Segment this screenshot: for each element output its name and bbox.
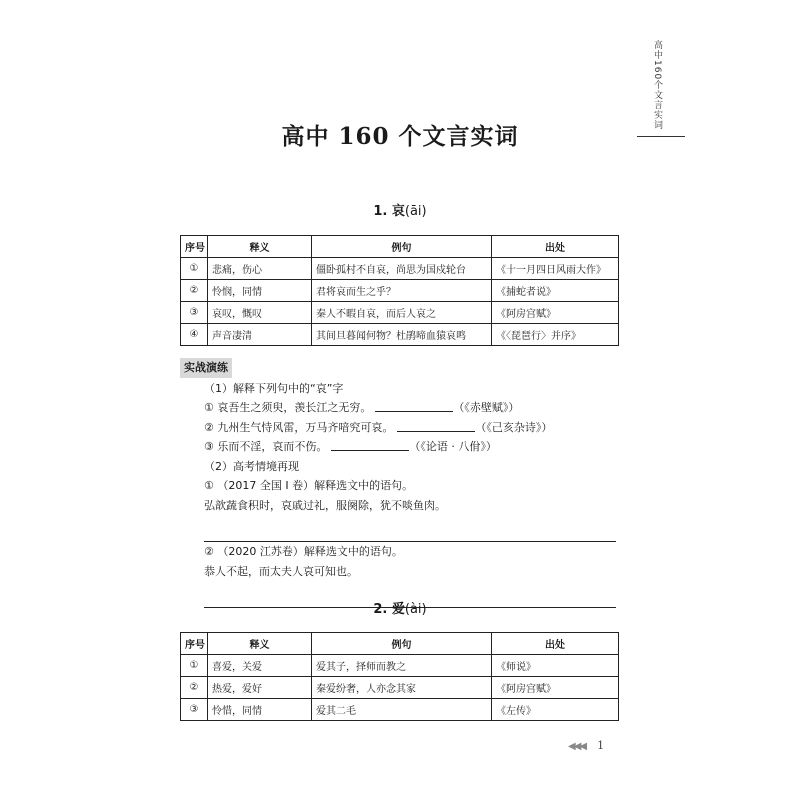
- row-source: 《〈琵琶行〉并序》: [492, 324, 619, 346]
- question-1-item-2: [180, 418, 620, 438]
- row-meaning: 哀叹，慨叹: [208, 302, 312, 324]
- row-example: 僵卧孤村不自哀，尚思为国戍轮台: [312, 258, 492, 280]
- row-source: 《捕蛇者说》: [492, 280, 619, 302]
- row-example: 君将哀而生之乎？: [312, 280, 492, 302]
- answer-blank[interactable]: [375, 399, 453, 412]
- table-row: [181, 302, 619, 324]
- row-source: 《左传》: [492, 699, 619, 721]
- row-example: 秦爱纷奢，人亦念其家: [312, 677, 492, 699]
- practice-section: [180, 358, 620, 608]
- row-number: ②: [181, 677, 208, 699]
- row-example: 其间旦暮闻何物？杜鹃啼血猿哀鸣: [312, 324, 492, 346]
- header-example: 例句: [312, 633, 492, 655]
- header-meaning: 释义: [208, 236, 312, 258]
- item-source: （《己亥杂诗》）: [475, 420, 553, 434]
- side-tab-label: 高中160个文言实词: [652, 40, 662, 131]
- row-number: ④: [181, 324, 208, 346]
- table-row: [181, 677, 619, 699]
- table-header-row: [181, 633, 619, 655]
- question-1-item-3: [180, 437, 620, 457]
- header-index: 序号: [181, 236, 208, 258]
- row-number: ③: [181, 699, 208, 721]
- header-source: 出处: [492, 633, 619, 655]
- sub-question-1-prompt: ① （2017 全国 Ⅰ 卷）解释选文中的语句。: [204, 479, 414, 492]
- section-1-heading: [0, 200, 800, 219]
- question-1-item-1: [180, 398, 620, 418]
- section-2-heading: [0, 598, 800, 617]
- row-meaning: 怜悯，同情: [208, 280, 312, 302]
- section-1-word: 1. 哀: [373, 204, 405, 219]
- question-2-prompt: （2）高考情境再现: [204, 459, 299, 473]
- table-header-row: [181, 236, 619, 258]
- answer-blank[interactable]: [397, 419, 475, 432]
- answer-line[interactable]: [204, 515, 616, 542]
- page-title: 高中 160 个文言实词: [281, 123, 519, 150]
- table-row: [181, 699, 619, 721]
- header-meaning: 释义: [208, 633, 312, 655]
- row-meaning: 喜爱，关爱: [208, 655, 312, 677]
- page-number: 1: [597, 739, 605, 752]
- section-1-pinyin: (āi): [404, 204, 427, 219]
- table-row: [181, 324, 619, 346]
- row-meaning: 声音凄清: [208, 324, 312, 346]
- item-text: ③ 乐而不淫，哀而不伤。: [204, 440, 328, 453]
- section-2-pinyin: (ài): [404, 602, 427, 617]
- sub-question-2-prompt: ② （2020 江苏卷）解释选文中的语句。: [204, 545, 403, 558]
- back-arrows-icon: ◀◀◀: [568, 741, 586, 752]
- item-source: （《论语 · 八佾》）: [409, 440, 497, 453]
- section-2-word: 2. 爱: [373, 602, 405, 617]
- row-meaning: 热爱，爱好: [208, 677, 312, 699]
- row-source: 《十一月四日风雨大作》: [492, 258, 619, 280]
- header-example: 例句: [312, 236, 492, 258]
- table-row: [181, 655, 619, 677]
- row-number: ①: [181, 655, 208, 677]
- sub-question-2-sentence: 恭人不起，而太夫人哀可知也。: [204, 564, 358, 578]
- question-1-prompt: （1）解释下列句中的“哀”字: [204, 381, 344, 395]
- row-source: 《阿房宫赋》: [492, 677, 619, 699]
- row-meaning: 怜惜，同情: [208, 699, 312, 721]
- header-index: 序号: [181, 633, 208, 655]
- item-text: ① 哀吾生之须臾，羡长江之无穷。: [204, 401, 372, 414]
- row-number: ②: [181, 280, 208, 302]
- row-source: 《师说》: [492, 655, 619, 677]
- item-source: （《赤壁赋》）: [453, 401, 520, 414]
- section-2-table: [180, 632, 619, 721]
- page-footer: [568, 739, 604, 752]
- table-row: [181, 258, 619, 280]
- answer-blank[interactable]: [331, 438, 409, 451]
- row-number: ①: [181, 258, 208, 280]
- table-row: [181, 280, 619, 302]
- row-number: ③: [181, 302, 208, 324]
- practice-title: 实战演练: [180, 358, 232, 378]
- section-1-table: [180, 235, 619, 346]
- row-source: 《阿房宫赋》: [492, 302, 619, 324]
- header-source: 出处: [492, 236, 619, 258]
- row-example: 爱其二毛: [312, 699, 492, 721]
- sub-question-1-sentence: 弘歆蔬食积时，哀戚过礼，服阕除，犹不啖鱼肉。: [204, 498, 446, 512]
- row-example: 爱其子，择师而教之: [312, 655, 492, 677]
- item-text: ② 九州生气恃风雷，万马齐喑究可哀。: [204, 420, 394, 434]
- row-example: 秦人不暇自哀，而后人哀之: [312, 302, 492, 324]
- row-meaning: 悲痛，伤心: [208, 258, 312, 280]
